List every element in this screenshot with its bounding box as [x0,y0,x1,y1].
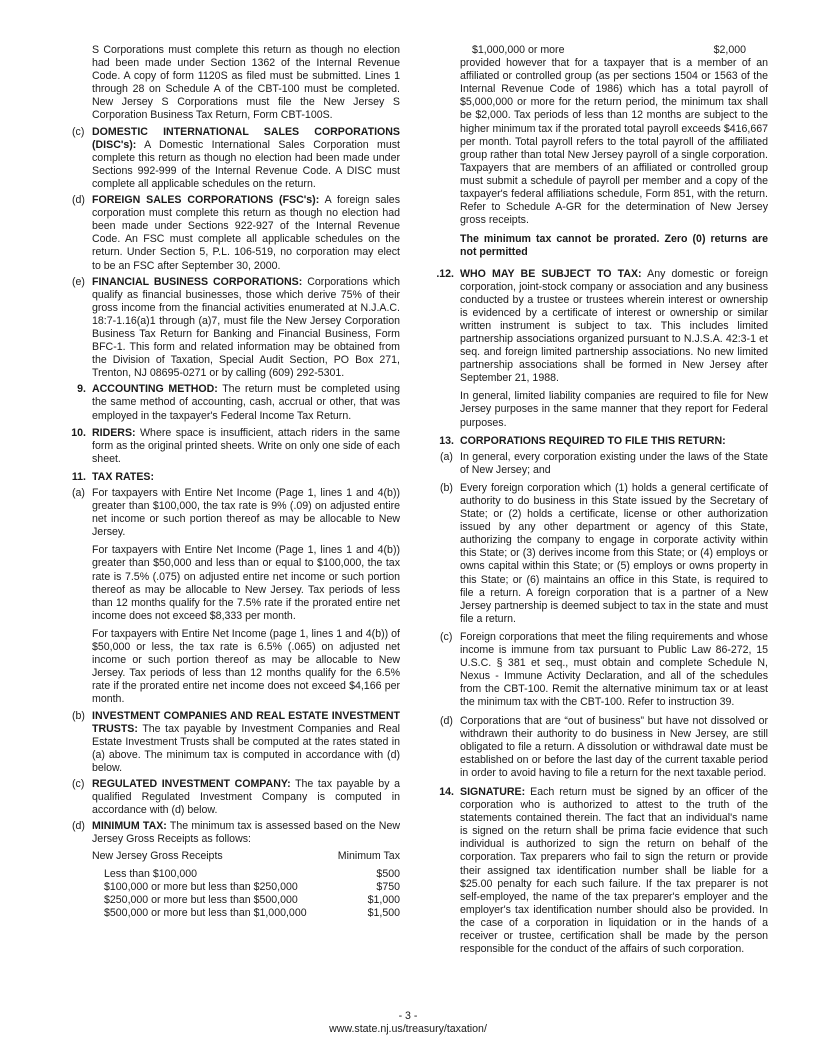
section-13-item-d: (d) Corporations that are “out of business” but have not dissolved or withdrawn their authority to do business in New Jersey, are still obligated to file a return. A dissolution or withdrawal date must be established on or before the last day of the current taxable period in order to avoid having to file a return for the next taxable period. [440,714,768,779]
right-column [420,44,768,960]
table-header-minimum-tax: Minimum Tax [337,850,400,863]
section-11-tax-rates-heading: 11. TAX RATES: [71,470,154,483]
minimum-tax-not-prorated-note: The minimum tax cannot be prorated. Zero (0) returns are not permitted [460,233,768,259]
minimum-tax-proviso: provided however that for a taxpayer that is a member of an affiliated or controlled group (as per sections 1504 or 1563 of the Internal Revenue Code of 1986) which has a total payroll of $5,000,000 or more for the return period, the minimum tax shall be $2,000. Tax periods of less than 12 months are subject to the higher minimum tax if the prorated total payroll exceeds $416,667 per month. Total payroll refers to the total payroll of the affiliated group rather than total New Jersey payroll of a single corporation. Taxpayers that are members of an affiliated or controlled group must submit a schedule of payroll per member and a copy of the taxpayer's federal affiliations schedule, Form 851, with the return. Refer to Schedule A-GR for the determination of New Jersey gross receipts. [460,57,768,227]
section-14-signature: 14. SIGNATURE: Each return must be signed by an officer of the corporation who is authorized to attest to the truth of the statements contained therein. The fact that an individual's name is signed on the return shall be prima facie evidence that such individual is authorized to sign the return on behalf of the corporation. Tax preparers who fail to sign the return or provide their assigned tax identification number shall be liable for a $25.00 penalty for each such failure. If the tax preparer is not self-employed, the name of the tax preparer's employer and the employer's tax identification number should also be provided. In the case of a corporation in liquidation or in the hands of a receiver or trustee, certification shall be made by the person responsible for the conduct of the affairs of such corporation. [439,785,768,956]
page-number: - 3 - [398,1010,418,1022]
item-fsc: (d) FOREIGN SALES CORPORATIONS (FSC's): A foreign sales corporation must complete this return as though no election had been made under Sections 922-927 of the Internal Revenue Code. An FSC must complete all applicable schedules on the return. Under Section 5, P.L. 106-519, no corporation may elect to be an FSC after September 30, 2000. [72,194,400,272]
table-row: $500,000 or more but less than $1,000,000 $1,500 [104,906,400,919]
table-row: Less than $100,000 $500 [104,867,400,880]
footer-url: www.state.nj.us/treasury/taxation/ [329,1023,487,1035]
section-9-accounting-method: 9. ACCOUNTING METHOD: The return must be completed using the same method of accounting, cash, accrual or other, that was employed in the taxpayer's Federal Income Tax Return. [77,383,400,422]
table-header-gross-receipts: New Jersey Gross Receipts [92,850,223,863]
section-10-riders: 10. RIDERS: Where space is insufficient, attach riders in the same form as the original printed sheets. Write on only one side of each sheet. [71,426,400,465]
tax-rates-item-d: (d) MINIMUM TAX: The minimum tax is assessed based on the New Jersey Gross Receipts as follows: New Jersey Gross Receipts Minimum Tax Less than $100,000 $500 $100,000 or more but less than $250,000 $750 $250,000 or more but less than $500,000 $1,000 $500,000 or more but less than $1,000,000 $1,500 [72,820,400,919]
s-corp-intro: S Corporations must complete this return as though no election had been made under Section 1362 of the Internal Revenue Code. A copy of form 1120S as filed must be submitted. Lines 1 through 28 on Schedule A of the CBT-100 must be completed. New Jersey S Corporations must file the New Jersey S Corporation Business Tax Return, Form CBT-100S. [92,44,400,122]
section-13-item-c: (c) Foreign corporations that meet the filing requirements and whose income is immune from tax pursuant to Public Law 86-272, 15 U.S.C. § 381 et seq., must obtain and complete Schedule N, Nexus - Immune Activity Declaration, and all of the schedules from the CBT-100. Remit the alternative minimum tax or at least the minimum tax with the CBT-100. Refer to instruction 39. [440,630,768,709]
item-financial-business: (e) FINANCIAL BUSINESS CORPORATIONS: Corporations which qualify as financial businesses, those which derive 75% of their gross income from the financial activities enumerated at N.J.A.C. 18:7-1.16(a)1 through (a)7, must file the New Jersey Corporation Business Tax Return for Banking and Financial Business, Form BFC-1. This form and related information may be obtained from the Division of Taxation, Special Audit Section, PO Box 271, Trenton, NJ 08695-0271 or by calling (609) 292-5301. [72,275,400,380]
tax-rates-item-b: (b) INVESTMENT COMPANIES AND REAL ESTATE INVESTMENT TRUSTS: The tax payable by Investment Companies and Real Estate Investment Trusts shall be computed at the rates stated in (a) above. The minimum tax is computed in accordance with (d) below. [72,709,400,774]
section-13-heading: 13. CORPORATIONS REQUIRED TO FILE THIS RETURN: [439,434,726,447]
table-row: $100,000 or more but less than $250,000 $750 [104,880,400,893]
minimum-tax-table [92,850,400,919]
table-row: $1,000,000 or more $2,000 [472,44,746,56]
tax-rates-item-c: (c) REGULATED INVESTMENT COMPANY: The tax payable by a qualified Regulated Investment Company is computed in accordance with (d) below. [72,777,400,817]
tax-rates-item-a: (a) For taxpayers with Entire Net Income (Page 1, lines 1 and 4(b)) greater than $100,000, the tax rate is 9% (.09) on adjusted entire net income or such portion thereof as may be allocable to New Jersey. For taxpayers with Entire Net Income (Page 1, lines 1 and 4(b)) greater than $50,000 and less than or equal to $100,000, the tax rate is 7.5% (.075) on adjusted entire net income or such portion thereof as may be allocable to New Jersey. Tax periods of less than 12 months qualify for the 7.5% rate if the prorated entire net income does not exceed $8,333 per month. For taxpayers with Entire Net Income (page 1, lines 1 and 4(b)) of $50,000 or less, the tax rate is 6.5% (.065) on adjusted net income or such portion thereof as may be allocable to New Jersey. Tax periods of less than 12 months qualify for the 6.5% rate if the prorated entire net income does not exceed $4,166 per month. [72,487,400,706]
left-column [52,44,400,923]
minimum-tax-table-continued [420,44,768,57]
item-disc: (c) DOMESTIC INTERNATIONAL SALES CORPORATIONS (DISC's): A Domestic International Sales Corporation must complete this return as though no election had been made under Sections 992-999 of the Internal Revenue Code. A DISC must complete all applicable schedules on the return. [72,125,401,190]
table-row: $250,000 or more but less than $500,000 $1,000 [104,893,400,906]
section-13-item-b: (b) Every foreign corporation which (1) holds a general certificate of authority to do business in this State issued by the Secretary of State; or (2) holds a certificate, license or other authorization issued by any other department or agency of this State, authorizing the company to engage in corporate activity within this State; or (3) derives income from this State; or (4) employs or owns capital within this State; or (5) employs or owns property in this State; or (6) maintains an office in this State, is required to file a return. A foreign corporation that is a partner of a New Jersey partnership is deemed subject to tax in the state and must file a return. [440,481,768,625]
section-13-item-a: (a) In general, every corporation existing under the laws of the State of New Jersey; and [440,450,768,476]
section-12-who-may-be-subject: .12. WHO MAY BE SUBJECT TO TAX: Any domestic or foreign corporation, joint-stock company or association and any business conducted by a trustee or trustees wherein interest or ownership is evidenced by a certificate of interest or ownership or similar written instrument is subject to tax. This includes limited partnership associations organized pursuant to N.J.S.A. 42:3-1 et seq. and foreign limited partnership associations. No new limited partnership associations shall be formed in New Jersey after September 21, 1988. In general, limited liability companies are required to file for New Jersey purposes in the same manner that they report for Federal purposes. [436,267,769,429]
